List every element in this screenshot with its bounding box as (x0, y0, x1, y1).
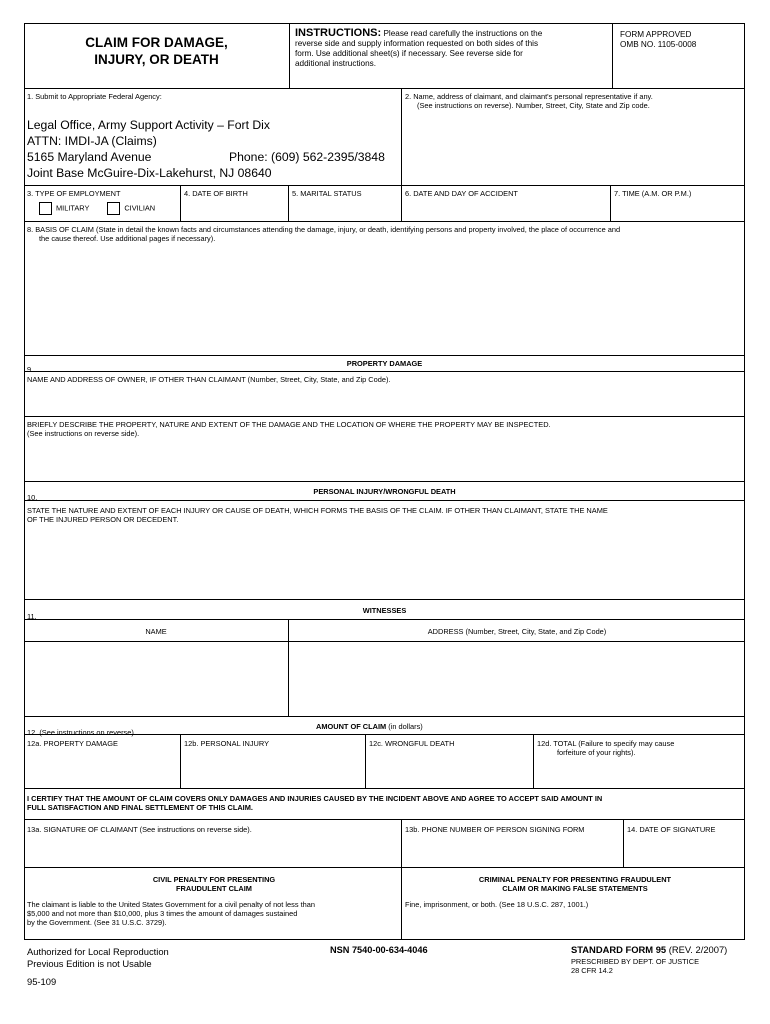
wrongful-death-amount[interactable] (366, 734, 534, 788)
section11-header (24, 599, 745, 619)
criminal-penalty-box (402, 867, 745, 940)
previous-edition-note: Previous Edition is not Usable (27, 958, 152, 969)
criminal-penalty-heading-2: CLAIM OR MAKING FALSE STATEMENTS (502, 884, 648, 893)
witness-address-header (289, 619, 745, 641)
witness-address-label: ADDRESS (Number, Street, City, State, and Zip Code) (427, 627, 607, 636)
amount-of-claim-heading: AMOUNT OF CLAIM (316, 722, 387, 731)
agency-line4: Joint Base McGuire-Dix-Lakehurst, NJ 08640 (27, 166, 272, 180)
witness-name-label: NAME (145, 627, 167, 636)
box5-marital-status[interactable] (289, 185, 402, 221)
signature-label: 13a. SIGNATURE OF CLAIMANT (See instructions on reverse side). (27, 825, 252, 834)
witnesses-heading: WITNESSES (362, 606, 407, 615)
signature-date-label: 14. DATE OF SIGNATURE (627, 825, 716, 834)
section12-number: 12. (See instructions on reverse). (27, 728, 136, 737)
box7-time[interactable] (611, 185, 745, 221)
property-describe-line2: (See instructions on reverse side). (27, 429, 140, 438)
box4-date-of-birth[interactable] (181, 185, 289, 221)
footer-right (571, 944, 751, 975)
witness-name-header (24, 619, 289, 641)
signature-date[interactable] (624, 819, 745, 867)
injury-label-line2: OF THE INJURED PERSON OR DECEDENT. (27, 515, 179, 524)
owner-name-address[interactable] (24, 371, 745, 416)
time-label: 7. TIME (A.M. OR P.M.) (614, 189, 692, 198)
box2-label-line2: (See instructions on reverse). Number, Street, City, State and Zip code. (417, 101, 650, 110)
certification-statement (24, 788, 745, 819)
owner-label: NAME AND ADDRESS OF OWNER, IF OTHER THAN CLAIMANT (Number, Street, City, State, and Zip Code). (27, 375, 391, 384)
total-amount[interactable] (534, 734, 745, 788)
box6-accident-date[interactable] (402, 185, 611, 221)
instructions-box (290, 23, 613, 88)
standard-form-name: STANDARD FORM 95 (571, 944, 667, 955)
amount-12d-label-line1: 12d. TOTAL (Failure to specify may cause (537, 739, 675, 748)
instructions-text-3: form. Use additional sheet(s) if necessary. See reverse side for (295, 49, 523, 58)
basis-label-line1: 8. BASIS OF CLAIM (State in detail the known facts and circumstances attending the damage, injury, or death, identifying persons and property involved, the place of occurrence and (27, 225, 621, 234)
box2-claimant[interactable] (402, 88, 745, 185)
signer-phone-label: 13b. PHONE NUMBER OF PERSON SIGNING FORM (405, 825, 585, 834)
civil-penalty-text-2: $5,000 and not more than $10,000, plus 3 times the amount of damages sustained (27, 909, 298, 918)
criminal-penalty-text-1: Fine, imprisonment, or both. (See 18 U.S.C. 287, 1001.) (405, 900, 589, 909)
personal-injury-amount[interactable] (181, 734, 366, 788)
section9-number: 9. (27, 365, 34, 374)
injury-label-line1: STATE THE NATURE AND EXTENT OF EACH INJURY OR CAUSE OF DEATH, WHICH FORMS THE BASIS OF THE CLAIM. IF OTHER THAN CLAIMANT, STATE THE NAME (27, 506, 608, 515)
military-checkbox[interactable] (39, 202, 52, 215)
dob-label: 4. DATE OF BIRTH (184, 189, 248, 198)
property-description[interactable] (24, 416, 745, 481)
form-title-box (24, 23, 290, 88)
omb-number: OMB NO. 1105-0008 (620, 40, 697, 49)
civil-penalty-heading-2: FRAUDULENT CLAIM (176, 884, 252, 893)
amount-of-claim-suffix: (in dollars) (388, 722, 423, 731)
instructions-text-2: reverse side and supply information requested on both sides of this (295, 39, 539, 48)
basis-label-line2: the cause thereof. Use additional pages if necessary). (39, 234, 216, 243)
amount-12d-label-line2: forfeiture of your rights). (557, 748, 636, 757)
signer-phone-number[interactable] (402, 819, 624, 867)
criminal-penalty-heading-1: CRIMINAL PENALTY FOR PRESENTING FRAUDULENT (478, 875, 672, 884)
reproduction-note: Authorized for Local Reproduction (27, 946, 169, 957)
amount-12a-label: 12a. PROPERTY DAMAGE (27, 739, 118, 748)
employment-label: 3. TYPE OF EMPLOYMENT (27, 189, 121, 198)
agency-line2: ATTN: IMDI-JA (Claims) (27, 134, 157, 148)
agency-line1: Legal Office, Army Support Activity – Fort Dix (27, 118, 270, 132)
witness-name-field[interactable] (24, 641, 289, 716)
civil-penalty-text-1: The claimant is liable to the United States Government for a civil penalty of not less than (27, 900, 315, 909)
cfr-reference: 28 CFR 14.2 (571, 966, 613, 975)
property-damage-heading: PROPERTY DAMAGE (346, 359, 423, 368)
agency-line3: 5165 Maryland Avenue (27, 150, 152, 164)
agency-phone: Phone: (609) 562-2395/3848 (229, 150, 385, 164)
property-describe-line1: BRIEFLY DESCRIBE THE PROPERTY, NATURE AND EXTENT OF THE DAMAGE AND THE LOCATION OF WHERE THE PROPERTY MAY BE INSPECTED. (27, 420, 551, 429)
instructions-text-4: additional instructions. (295, 59, 377, 68)
section10-number: 10. (27, 493, 38, 502)
civilian-checkbox[interactable] (107, 202, 120, 215)
box2-label-line1: 2. Name, address of claimant, and claimant's personal representative if any. (405, 92, 653, 101)
form-title-line2: INJURY, OR DEATH (94, 52, 219, 67)
section12-header (24, 716, 745, 737)
property-damage-amount[interactable] (24, 734, 181, 788)
prescribed-by: PRESCRIBED BY DEPT. OF JUSTICE (571, 957, 699, 966)
standard-form-revision: (REV. 2/2007) (668, 944, 728, 955)
injury-description[interactable] (24, 500, 745, 599)
certify-line1: I CERTIFY THAT THE AMOUNT OF CLAIM COVERS ONLY DAMAGES AND INJURIES CAUSED BY THE INCIDENT ABOVE AND AGREE TO ACCEPT SAID AMOUNT IN (27, 794, 603, 803)
claimant-signature[interactable] (24, 819, 402, 867)
box3-employment (24, 185, 181, 221)
box8-basis-of-claim[interactable] (24, 221, 745, 355)
form-title-line1: CLAIM FOR DAMAGE, (85, 35, 228, 50)
section9-header (24, 355, 745, 374)
amount-12c-label: 12c. WRONGFUL DEATH (369, 739, 455, 748)
witness-address-field[interactable] (289, 641, 745, 716)
civil-penalty-box (24, 867, 402, 940)
form-approval-box (613, 23, 745, 88)
instructions-text-1: Please read carefully the instructions on the (383, 29, 543, 38)
civilian-label: CIVILIAN (124, 203, 156, 213)
civil-penalty-text-3: by the Government. (See 31 U.S.C. 3729). (27, 918, 167, 927)
civil-penalty-heading-1: CIVIL PENALTY FOR PRESENTING (152, 875, 276, 884)
military-label: MILITARY (56, 203, 90, 213)
box1-label: 1. Submit to Appropriate Federal Agency: (27, 92, 162, 101)
box1-agency[interactable] (24, 88, 402, 185)
marital-label: 5. MARITAL STATUS (292, 189, 362, 198)
form-code: 95-109 (27, 976, 57, 987)
form-approved-label: FORM APPROVED (620, 30, 692, 39)
amount-12b-label: 12b. PERSONAL INJURY (184, 739, 270, 748)
certify-line2: FULL SATISFACTION AND FINAL SETTLEMENT OF THIS CLAIM. (27, 803, 253, 812)
section11-number: 11. (27, 612, 37, 621)
footer-left (27, 946, 287, 988)
section10-header (24, 481, 745, 500)
accident-date-label: 6. DATE AND DAY OF ACCIDENT (405, 189, 518, 198)
instructions-label: INSTRUCTIONS: (295, 27, 382, 39)
personal-injury-heading: PERSONAL INJURY/WRONGFUL DEATH (313, 487, 456, 496)
nsn-number: NSN 7540-00-634-4046 (330, 945, 428, 955)
